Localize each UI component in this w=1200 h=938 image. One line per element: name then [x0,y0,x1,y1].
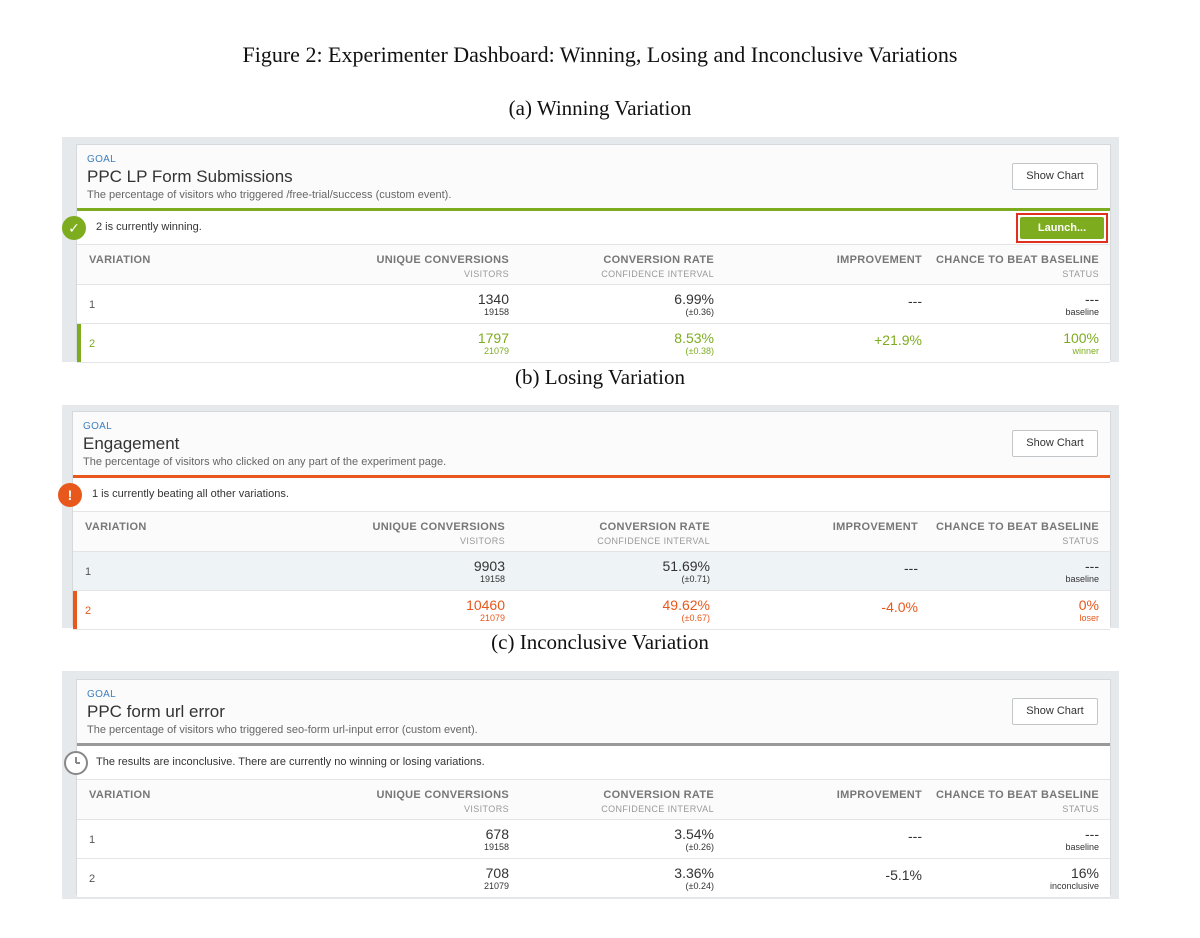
goal-title: Engagement [83,434,180,453]
caption-inconclusive: (c) Inconclusive Variation [491,630,709,654]
rate-value: 51.69% [662,558,710,574]
header-confidence-interval: CONFIDENCE INTERVAL [601,804,714,814]
table-row[interactable] [77,324,1110,363]
goal-header [77,145,1110,211]
header-chance: CHANCE TO BEAT BASELINE [936,521,1099,533]
header-visitors: VISITORS [463,804,509,814]
chance-value: 0% [1078,597,1099,613]
header-status: STATUS [1062,269,1099,279]
goal-description: The percentage of visitors who clicked on any part of the experiment page. [83,456,447,468]
header-improvement: IMPROVEMENT [832,521,918,533]
table-row[interactable] [77,285,1110,324]
status-value: baseline [1065,574,1099,584]
header-unique-conversions: UNIQUE CONVERSIONS [376,789,509,801]
improvement-value: --- [908,293,922,309]
header-chance: CHANCE TO BEAT BASELINE [936,789,1099,801]
improvement-value: -5.1% [885,867,922,883]
header-status: STATUS [1062,536,1099,546]
status-text: 1 is currently beating all other variations. [92,488,289,500]
rate-value: 6.99% [674,291,714,307]
status-text: The results are inconclusive. There are currently no winning or losing variations. [96,756,485,768]
show-chart-button[interactable]: Show Chart [1012,163,1098,190]
ci-value: (±0.71) [681,574,710,584]
status-text: 2 is currently winning. [96,221,202,233]
ci-value: (±0.26) [685,842,714,852]
check-circle-icon: ✓ [62,216,86,240]
status-value: loser [1079,613,1099,623]
goal-card [76,679,1111,895]
header-conversion-rate: CONVERSION RATE [603,789,714,801]
goal-description: The percentage of visitors who triggered /free-trial/success (custom event). [87,189,452,201]
exclamation-circle-icon: ! [58,483,82,507]
header-improvement: IMPROVEMENT [836,789,922,801]
chance-value: --- [1085,558,1099,574]
status-value: winner [1072,346,1099,356]
ci-value: (±0.36) [685,307,714,317]
figure-title: Figure 2: Experimenter Dashboard: Winning, Losing and Inconclusive Variations [242,42,958,67]
visitors-value: 19158 [483,307,509,317]
caption-losing: (b) Losing Variation [515,365,685,389]
chance-value: --- [1085,826,1099,842]
header-variation: VARIATION [89,789,151,801]
goal-header [77,680,1110,746]
table-row[interactable] [77,859,1110,898]
table-header [77,245,1110,285]
visitors-value: 21079 [483,881,509,891]
panel-inconclusive [62,671,1119,899]
goal-description: The percentage of visitors who triggered seo-form url-input error (custom event). [87,724,478,736]
variation-name: 1 [89,834,96,846]
ci-value: (±0.67) [681,613,710,623]
ci-value: (±0.24) [685,881,714,891]
goal-card [67,411,1111,626]
conversions-value: 10460 [466,597,505,613]
header-chance: CHANCE TO BEAT BASELINE [936,254,1099,266]
header-improvement: IMPROVEMENT [836,254,922,266]
rate-value: 8.53% [674,330,714,346]
rate-value: 3.36% [674,865,714,881]
row-accent [77,324,81,362]
visitors-value: 21079 [483,346,509,356]
rate-value: 3.54% [674,826,714,842]
launch-highlight [1016,213,1108,243]
status-value: baseline [1065,842,1099,852]
header-unique-conversions: UNIQUE CONVERSIONS [372,521,505,533]
header-confidence-interval: CONFIDENCE INTERVAL [597,536,710,546]
table-row[interactable] [77,820,1110,859]
goal-title: PPC LP Form Submissions [87,167,293,186]
header-status: STATUS [1062,804,1099,814]
chance-value: 16% [1070,865,1099,881]
header-variation: VARIATION [89,254,151,266]
rate-value: 49.62% [662,597,710,613]
launch-button[interactable]: Launch... [1020,217,1104,239]
visitors-value: 19158 [483,842,509,852]
status-value: baseline [1065,307,1099,317]
variation-name: 2 [85,605,92,617]
goal-label: GOAL [87,154,116,165]
improvement-value: +21.9% [874,332,922,348]
table-header [73,512,1110,552]
row-accent [73,591,77,629]
status-bar [68,211,1110,245]
status-bar [77,746,1110,780]
goal-header [73,412,1110,478]
show-chart-button[interactable]: Show Chart [1012,698,1098,725]
goal-title: PPC form url error [87,702,225,721]
conversions-value: 708 [485,865,509,881]
header-confidence-interval: CONFIDENCE INTERVAL [601,269,714,279]
improvement-value: --- [904,560,918,576]
conversions-value: 1797 [477,330,509,346]
visitors-value: 19158 [479,574,505,584]
goal-label: GOAL [87,689,116,700]
goal-label: GOAL [83,421,112,432]
conversions-value: 9903 [473,558,505,574]
panel-losing [62,405,1119,628]
variation-name: 2 [89,338,96,350]
header-visitors: VISITORS [463,269,509,279]
header-visitors: VISITORS [459,536,505,546]
chance-value: --- [1085,291,1099,307]
header-variation: VARIATION [85,521,147,533]
status-value: inconclusive [1049,881,1099,891]
header-conversion-rate: CONVERSION RATE [603,254,714,266]
header-unique-conversions: UNIQUE CONVERSIONS [376,254,509,266]
goal-card [68,144,1111,360]
table-row[interactable] [73,552,1110,591]
variation-name: 1 [85,566,92,578]
caption-winning: (a) Winning Variation [508,96,692,120]
clock-icon [64,751,88,775]
chance-value: 100% [1063,330,1099,346]
ci-value: (±0.38) [685,346,714,356]
status-bar [67,478,1110,512]
show-chart-button[interactable]: Show Chart [1012,430,1098,457]
table-row[interactable] [73,591,1110,630]
conversions-value: 678 [485,826,509,842]
conversions-value: 1340 [477,291,509,307]
variation-name: 2 [89,873,96,885]
variation-name: 1 [89,299,96,311]
table-header [77,780,1110,820]
improvement-value: --- [908,828,922,844]
improvement-value: -4.0% [881,599,918,615]
visitors-value: 21079 [479,613,505,623]
header-conversion-rate: CONVERSION RATE [599,521,710,533]
panel-winning [62,137,1119,362]
